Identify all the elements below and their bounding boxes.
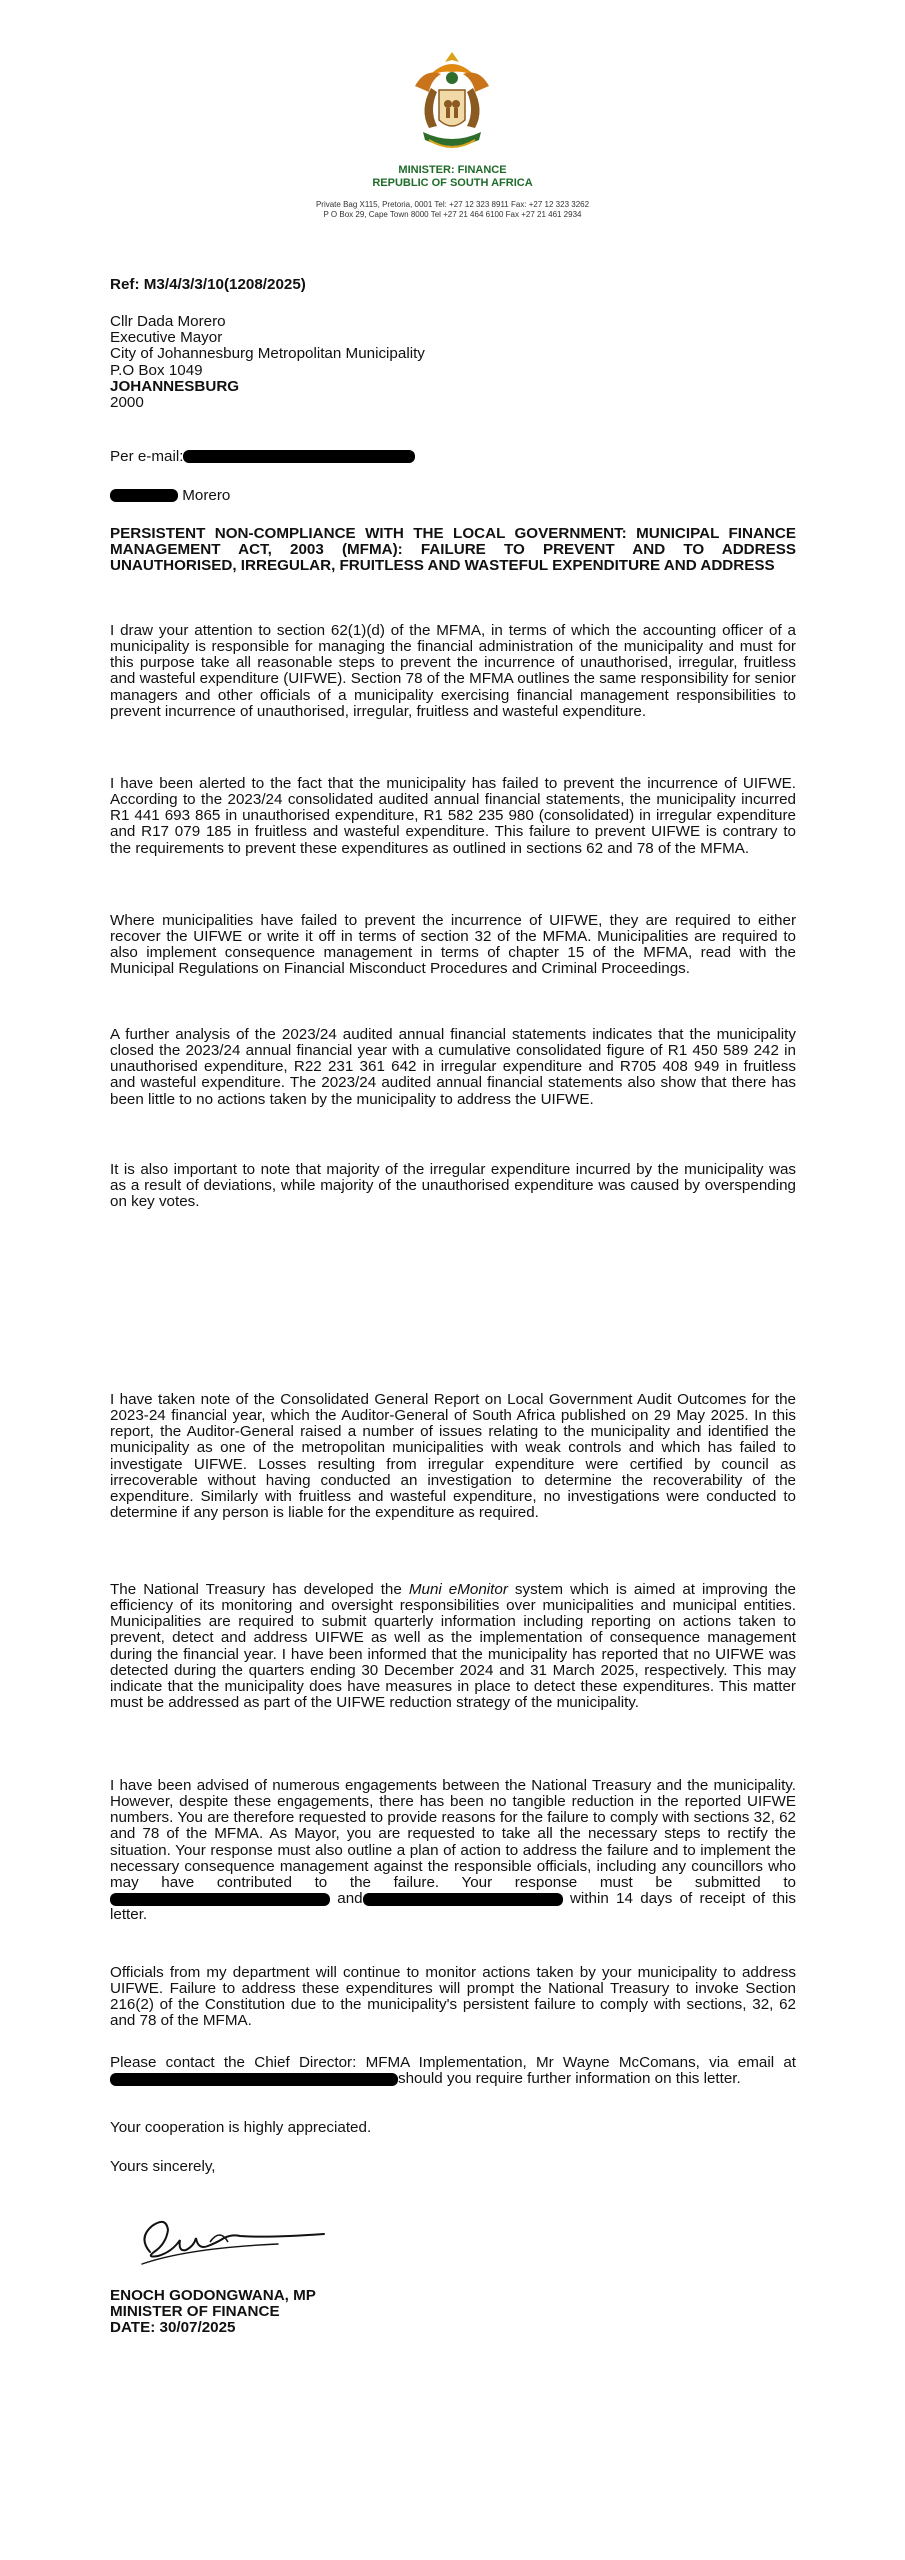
recipient-code: 2000 <box>110 394 144 412</box>
salutation <box>110 488 796 504</box>
ministry-address-capetown: P O Box 29, Cape Town 8000 Tel +27 21 464 6100 Fax +27 21 461 2934 <box>323 210 582 219</box>
paragraph-7 <box>110 1582 796 1711</box>
subject-heading: PERSISTENT NON-COMPLIANCE WITH THE LOCAL GOVERNMENT: MUNICIPAL FINANCE MANAGEMENT ACT, 2003 (MFMA): FAILURE TO PREVENT AND TO ADDRESS UNAUTHORISED, IRREGULAR, FRUITLESS AND WASTEFUL EXPENDITURE AND ADDRESS <box>110 525 796 575</box>
paragraph-4: A further analysis of the 2023/24 audited annual financial statements indicates that the municipality closed the 2023/24 annual financial year with a cumulative consolidated figure of R1 450 589 242 in unauthorised expenditure, R22 231 361 642 in irregular expenditure and R705 408 949 in fruitless and wasteful expenditure. The 2023/24 audited annual financial statements also show that there has been little to no actions taken by the municipality to address the UIFWE. <box>110 1026 796 1108</box>
redacted-contact-email <box>110 2073 398 2086</box>
paragraph-7-start: The National Treasury has developed the <box>110 1581 409 1598</box>
recipient-name: Cllr Dada Morero <box>110 313 226 330</box>
ministry-address-pretoria: Private Bag X115, Pretoria, 0001 Tel: +27 12 323 8911 Fax: +27 12 323 3262 <box>315 200 590 209</box>
reference-number: Ref: M3/4/3/3/10(1208/2025) <box>110 276 306 293</box>
paragraph-10-end: should you require further information on this letter. <box>398 2070 741 2088</box>
recipient-city: JOHANNESBURG <box>110 377 240 395</box>
redacted-email <box>183 450 415 463</box>
paragraph-10 <box>110 2055 796 2087</box>
email-line <box>110 449 796 465</box>
recipient-title: Executive Mayor <box>110 329 223 347</box>
paragraph-8-and: and <box>330 1890 363 1908</box>
paragraph-8 <box>110 1778 796 1923</box>
signatory-date: DATE: 30/07/2025 <box>110 2319 236 2337</box>
signature-icon <box>128 2208 328 2272</box>
ministry-country: REPUBLIC OF SOUTH AFRICA <box>372 177 533 189</box>
signatory-name: ENOCH GODONGWANA, MP <box>110 2287 316 2304</box>
signatory-title: MINISTER OF FINANCE <box>110 2303 280 2321</box>
paragraph-5: It is also important to note that majority of the irregular expenditure incurred by the municipality was as a result of deviations, while majority of the unauthorised expenditure was caused by overspending on key votes. <box>110 1161 796 1211</box>
ministry-title: MINISTER: FINANCE <box>398 164 507 176</box>
paragraph-8-end: within 14 days of receipt of this letter. <box>110 1890 797 1924</box>
muni-emonitor-name: Muni eMonitor <box>408 1581 508 1598</box>
redacted-email-2 <box>363 1893 563 1906</box>
recipient-address <box>110 314 796 411</box>
paragraph-2: I have been alerted to the fact that the municipality has failed to prevent the incurrence of UIFWE. According to the 2023/24 consolidated audited annual financial statements, the municipality incurred R1 441 693 865 in unauthorised expenditure, R1 582 235 980 (consolidated) in irregular expenditure and R17 079 185 in fruitless and wasteful expenditure. This failure to prevent UIFWE is contrary to the requirements to prevent these expenditures as outlined in sections 62 and 78 of the MFMA. <box>110 775 796 857</box>
closing-line: Yours sincerely, <box>110 2158 216 2175</box>
paragraph-10-start: Please contact the Chief Director: MFMA Implementation, Mr Wayne McComans, via email at <box>110 2054 796 2071</box>
paragraph-3: Where municipalities have failed to prevent the incurrence of UIFWE, they are required to either recover the UIFWE or write it off in terms of section 32 of the MFMA. Municipalities are required to also implement consequence management in terms of chapter 15 of the MFMA, read with the Municipal Regulations on Financial Misconduct Procedures and Criminal Proceedings. <box>110 912 796 978</box>
paragraph-1: I draw your attention to section 62(1)(d) of the MFMA, in terms of which the accounting officer of a municipality is responsible for managing the financial administration of the municipality and must for this purpose take all reasonable steps to prevent the incurrence of unauthorised, irregular, fruitless and wasteful expenditure (UIFWE). Section 78 of the MFMA outlines the same responsibility for senior managers and other officials of a municipality exercising financial management responsibilities to prevent incurrence of unauthorised, irregular, fruitless and wasteful expenditure. <box>110 622 796 720</box>
paragraph-7-rest: system which is aimed at improving the efficiency of its monitoring and oversight responsibilities over municipalities and municipal entities. Municipalities are required to submit quarterly information including reporting on actions taken to prevent, detect and address UIFWE as well as the implementation of consequence management during the financial year. I have been informed that the municipality has reported that no UIFWE was detected during the quarters ending 30 December 2024 and 31 March 2025, respectively. This may indicate that the municipality does have measures in place to detect these expenditures. This matter must be addressed as part of the UIFWE reduction strategy of the municipality. <box>110 1581 796 1712</box>
paragraph-9: Officials from my department will continue to monitor actions taken by your municipality to address UIFWE. Failure to address these expenditures will prompt the National Treasury to invoke Section 216(2) of the Constitution due to the municipality's persistent failure to comply with sections, 32, 62 and 78 of the MFMA. <box>110 1964 796 2030</box>
salutation-name: Morero <box>182 487 231 504</box>
recipient-box: P.O Box 1049 <box>110 361 203 379</box>
redacted-salutation <box>110 489 178 502</box>
recipient-org: City of Johannesburg Metropolitan Municipality <box>110 345 425 363</box>
signatory-block <box>110 2288 796 2337</box>
paragraph-8-start: I have been advised of numerous engagements between the National Treasury and the municipality. However, despite these engagements, there has been no tangible reduction in the reported UIFWE numbers. You are therefore requested to provide reasons for the failure to comply with sections 32, 62 and 78 of the MFMA. As Mayor, you are requested to take all the necessary steps to rectify the situation. Your response must also outline a plan of action to address the failure and to implement the necessary consequence management against the responsible officials, including any councillors who may have contributed to the failure. Your response must be submitted to <box>110 1777 796 1891</box>
coat-of-arms-icon <box>407 48 497 160</box>
paragraph-11: Your cooperation is highly appreciated. <box>110 2119 372 2136</box>
redacted-email-1 <box>110 1893 330 1906</box>
email-label: Per e-mail: <box>110 448 184 465</box>
paragraph-6: I have taken note of the Consolidated General Report on Local Government Audit Outcomes for the 2023-24 financial year, which the Auditor-General of South Africa published on 29 May 2025. In this report, the Auditor-General raised a number of issues relating to the municipality and identified the municipality as one of the metropolitan municipalities with weak controls and which has failed to investigate UIFWE. Losses resulting from irregular expenditure were certified by council as irrecoverable without having conducted an investigation to determine the recoverability of the expenditure. Similarly with fruitless and wasteful expenditure, no investigations were conducted to determine if any person is liable for the expenditure as required. <box>110 1391 796 1522</box>
